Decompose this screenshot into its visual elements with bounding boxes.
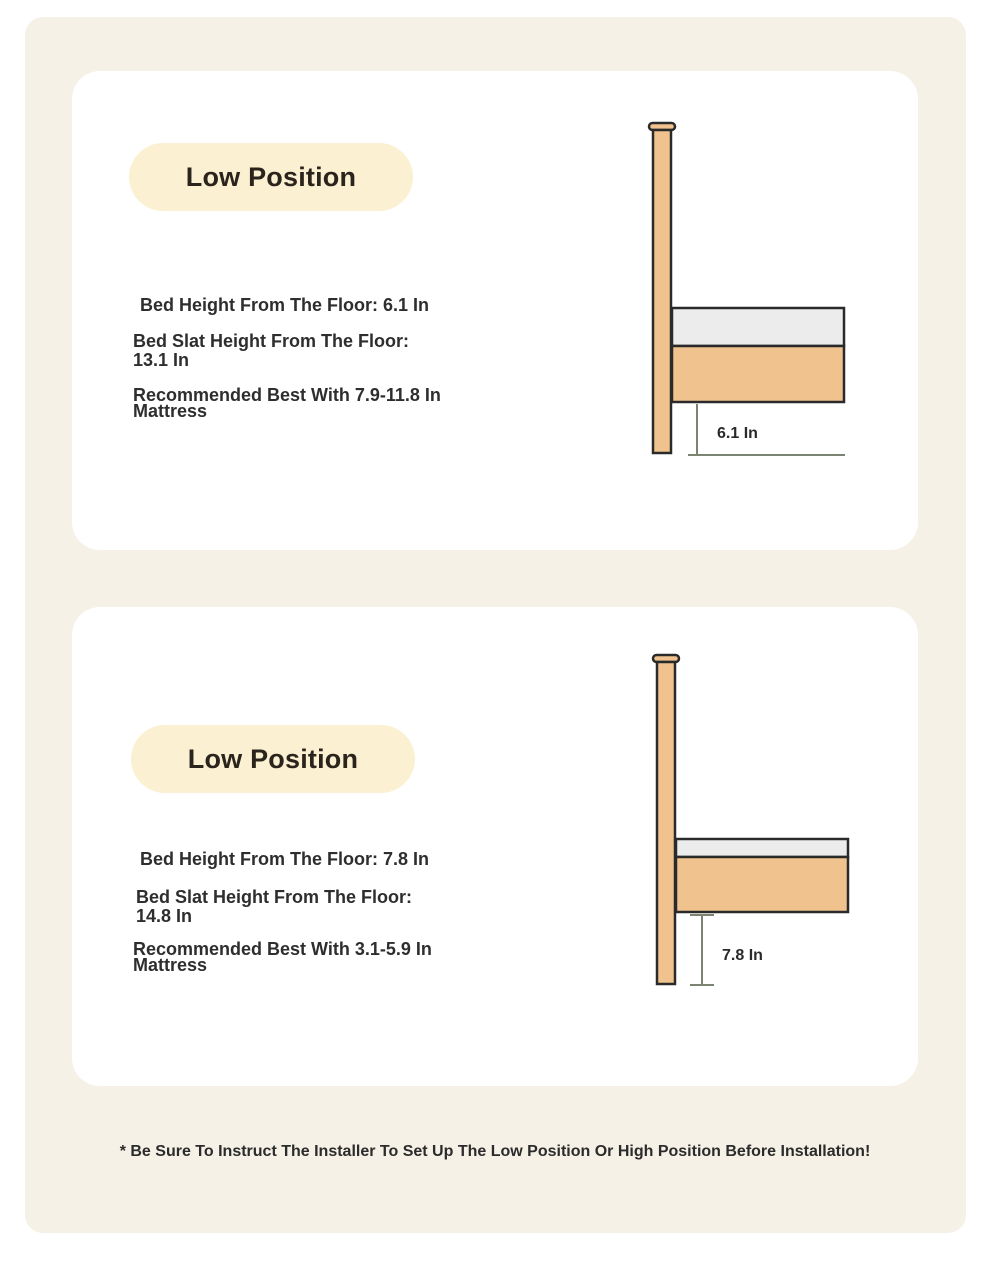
installation-footnote: * Be Sure To Instruct The Installer To Set Up The Low Position Or High Position Before Installation! (119, 1143, 871, 1160)
spec-slat-height: Bed Slat Height From The Floor: 13.1 In (133, 331, 410, 370)
dimension-label: 7.8 In (722, 947, 763, 964)
section-title: Low Position (185, 161, 357, 192)
mattress (676, 839, 848, 857)
spec-slat-height: Bed Slat Height From The Floor: 14.8 In (136, 887, 413, 926)
headboard-post (653, 130, 671, 453)
dimension-label: 6.1 In (717, 425, 758, 442)
bed-profile-diagram (632, 637, 892, 997)
spec-bed-height: Bed Height From The Floor: 6.1 In (140, 295, 430, 315)
section-title-pill (131, 725, 415, 793)
bed-frame-rail (676, 857, 848, 912)
bed-profile-diagram (632, 111, 892, 471)
section-card-low-position-1 (72, 71, 918, 550)
section-title-pill (129, 143, 413, 211)
spec-recommended-mattress: Recommended Best With 3.1-5.9 In Mattress (133, 939, 432, 975)
section-title: Low Position (187, 743, 359, 774)
spec-bed-height: Bed Height From The Floor: 7.8 In (140, 849, 430, 869)
spec-recommended-mattress: Recommended Best With 7.9-11.8 In Mattress (133, 385, 441, 421)
headboard-post (657, 662, 675, 984)
section-card-low-position-2 (72, 607, 918, 1086)
bed-frame-rail (672, 346, 844, 402)
mattress (672, 308, 844, 346)
